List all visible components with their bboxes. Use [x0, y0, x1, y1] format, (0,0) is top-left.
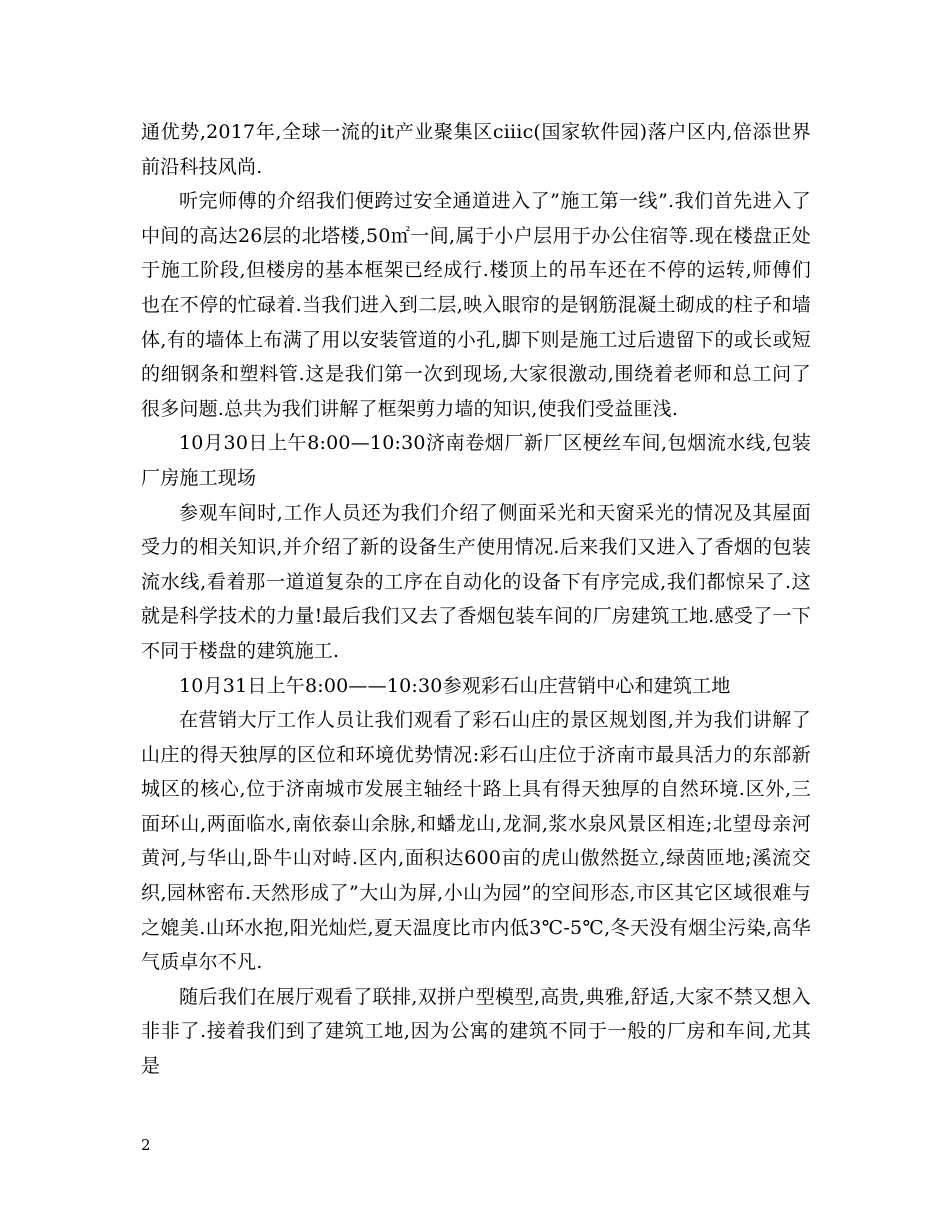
- paragraph-2: 听完师傅的介绍我们便跨过安全通道进入了”施工第一线”.我们首先进入了中间的高达26层的北塔楼,50㎡一间,属于小户层用于办公住宿等.现在楼盘正处于施工阶段,但楼房的基本框架已经成行.楼顶上的吊车还在不停的运转,师傅们也在不停的忙碌着.当我们进入到二层,映入眼帘的是钢筋混凝土砌成的柱子和墙体,有的墙体上布满了用以安装管道的小孔,脚下则是施工过后遗留下的或长或短的细钢条和塑料管.这是我们第一次到现场,大家很激动,围绕着老师和总工问了很多问题.总共为我们讲解了框架剪力墙的知识,使我们受益匪浅.: [141, 190, 811, 420]
- page-number: 2: [141, 1136, 151, 1154]
- paragraph-1: 通优势,2017年,全球一流的it产业聚集区ciiic(国家软件园)落户区内,倍添世界前沿科技风尚.: [141, 121, 811, 178]
- paragraph-5-heading: 10月31日上午8:00——10:30参观彩石山庄营销中心和建筑工地: [179, 674, 731, 697]
- paragraph-4: 参观车间时,工作人员还为我们介绍了侧面采光和天窗采光的情况及其屋面受力的相关知识,并介绍了新的设备生产使用情况.后来我们又进入了香烟的包装流水线,看着那一道道复杂的工序在自动化的设备下有序完成,我们都惊呆了.这就是科学技术的力量!最后我们又去了香烟包装车间的厂房建筑工地.感受了一下不同于楼盘的建筑施工.: [141, 501, 811, 662]
- paragraph-7: 随后我们在展厅观看了联排,双拼户型模型,高贵,典雅,舒适,大家不禁又想入非非了.接着我们到了建筑工地,因为公寓的建筑不同于一般的厂房和车间,尤其是: [141, 985, 811, 1078]
- document-body: [141, 115, 811, 1084]
- paragraph-3-heading: 10月30日上午8:00—10:30济南卷烟厂新厂区梗丝车间,包烟流水线,包装厂房施工现场: [141, 432, 811, 489]
- paragraph-6: 在营销大厅工作人员让我们观看了彩石山庄的景区规划图,并为我们讲解了山庄的得天独厚的区位和环境优势情况:彩石山庄位于济南市最具活力的东部新城区的核心,位于济南城市发展主轴经十路上具有得天独厚的自然环境.区外,三面环山,两面临水,南依泰山余脉,和蟠龙山,龙洞,浆水泉风景区相连;北望母亲河黄河,与华山,卧牛山对峙.区内,面积达600亩的虎山傲然挺立,绿茵匝地;溪流交织,园林密布.天然形成了”大山为屏,小山为园”的空间形态,市区其它区域很难与之媲美.山环水抱,阳光灿烂,夏天温度比市内低3℃-5℃,冬天没有烟尘污染,高华气质卓尔不凡.: [141, 709, 811, 974]
